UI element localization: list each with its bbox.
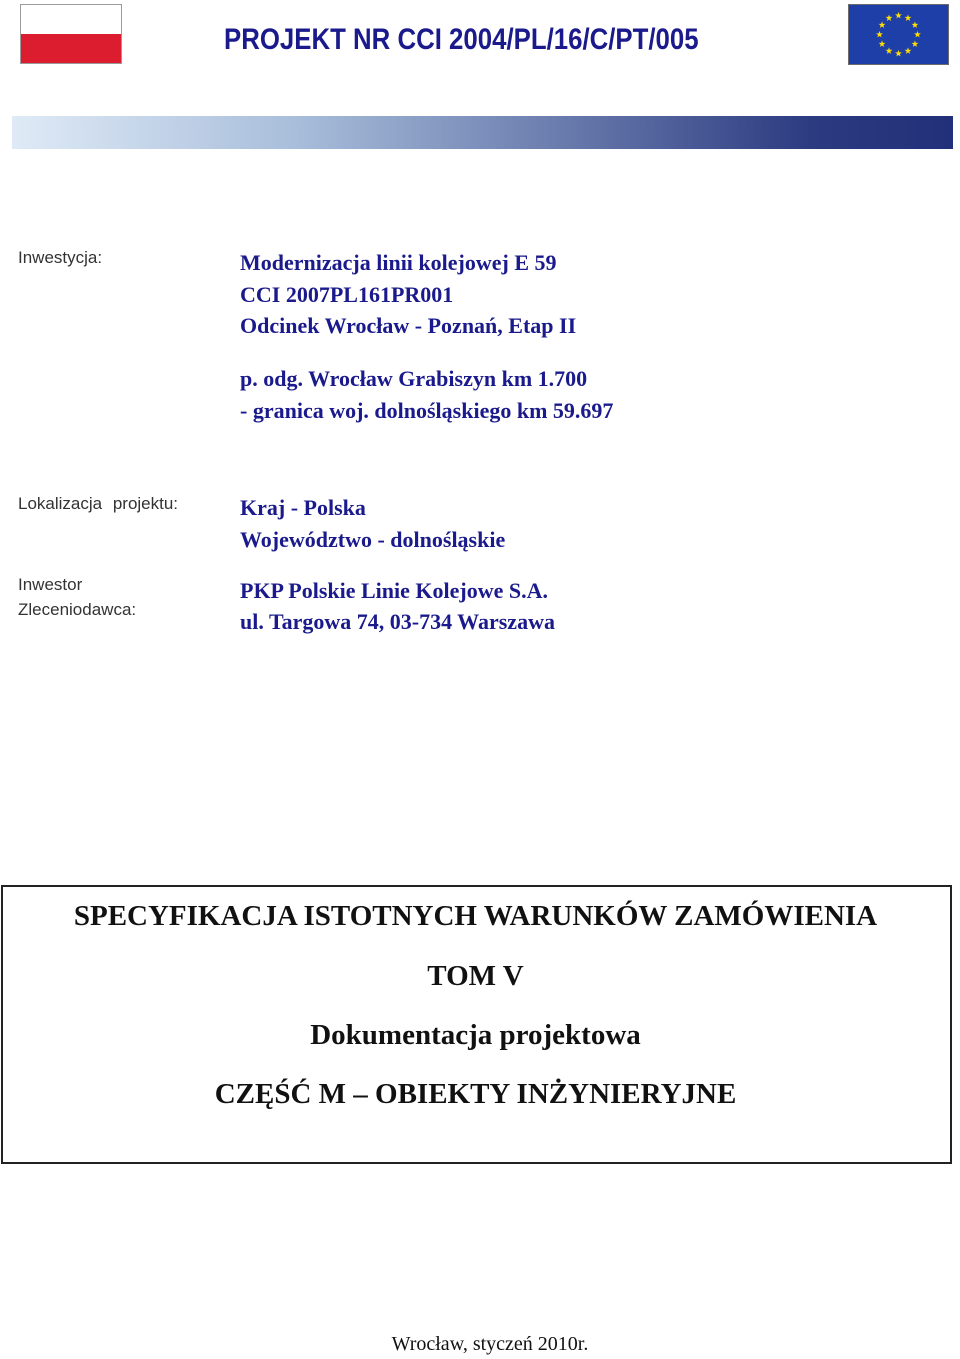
investment-line-5: - granica woj. dolnośląskiego km 59.697 — [240, 398, 614, 423]
investor-label: Inwestor — [18, 575, 83, 594]
poland-flag-icon — [20, 4, 122, 64]
spec-volume: TOM V — [427, 960, 524, 992]
eu-star-icon — [876, 31, 883, 38]
eu-star-icon — [879, 21, 886, 28]
contractor-label: Zleceniodawca: — [18, 600, 137, 619]
eu-star-icon — [912, 40, 919, 47]
eu-star-icon — [905, 14, 912, 21]
investment-line-2: CCI 2007PL161PR001 — [240, 282, 454, 307]
eu-star-icon — [895, 50, 902, 57]
location-line-1: Kraj - Polska — [240, 495, 366, 520]
eu-star-icon — [886, 47, 893, 54]
investor-line-2: ul. Targowa 74, 03-734 Warszawa — [240, 609, 555, 634]
eu-flag-icon — [848, 4, 949, 65]
spec-part: CZĘŚĆ M – OBIEKTY INŻYNIERYJNE — [214, 1078, 737, 1110]
investment-label: Inwestycja: — [18, 248, 103, 267]
eu-stars-icon — [849, 5, 948, 64]
investment-line-1: Modernizacja linii kolejowej E 59 — [240, 250, 557, 275]
eu-star-icon — [886, 14, 893, 21]
flag-red-stripe — [21, 34, 121, 63]
flag-white-stripe — [21, 5, 121, 34]
location-line-2: Województwo - dolnośląskie — [240, 527, 506, 552]
eu-star-icon — [895, 12, 902, 19]
eu-star-icon — [914, 31, 921, 38]
eu-star-icon — [879, 40, 886, 47]
eu-star-icon — [905, 47, 912, 54]
eu-star-icon — [912, 21, 919, 28]
spec-title: SPECYFIKACJA ISTOTNYCH WARUNKÓW ZAMÓWIENIA — [73, 900, 878, 932]
place-date: Wrocław, styczeń 2010r. — [391, 1333, 589, 1355]
investment-line-3: Odcinek Wrocław - Poznań, Etap II — [240, 313, 577, 338]
location-label: Lokalizacja projektu: — [18, 494, 179, 513]
spec-subject: Dokumentacja projektowa — [310, 1019, 641, 1051]
investor-line-1: PKP Polskie Linie Kolejowe S.A. — [240, 578, 548, 603]
investment-line-4: p. odg. Wrocław Grabiszyn km 1.700 — [240, 366, 588, 391]
project-number-title: PROJEKT NR CCI 2004/PL/16/C/PT/005 — [224, 23, 699, 56]
header-gradient-bar — [12, 116, 953, 149]
